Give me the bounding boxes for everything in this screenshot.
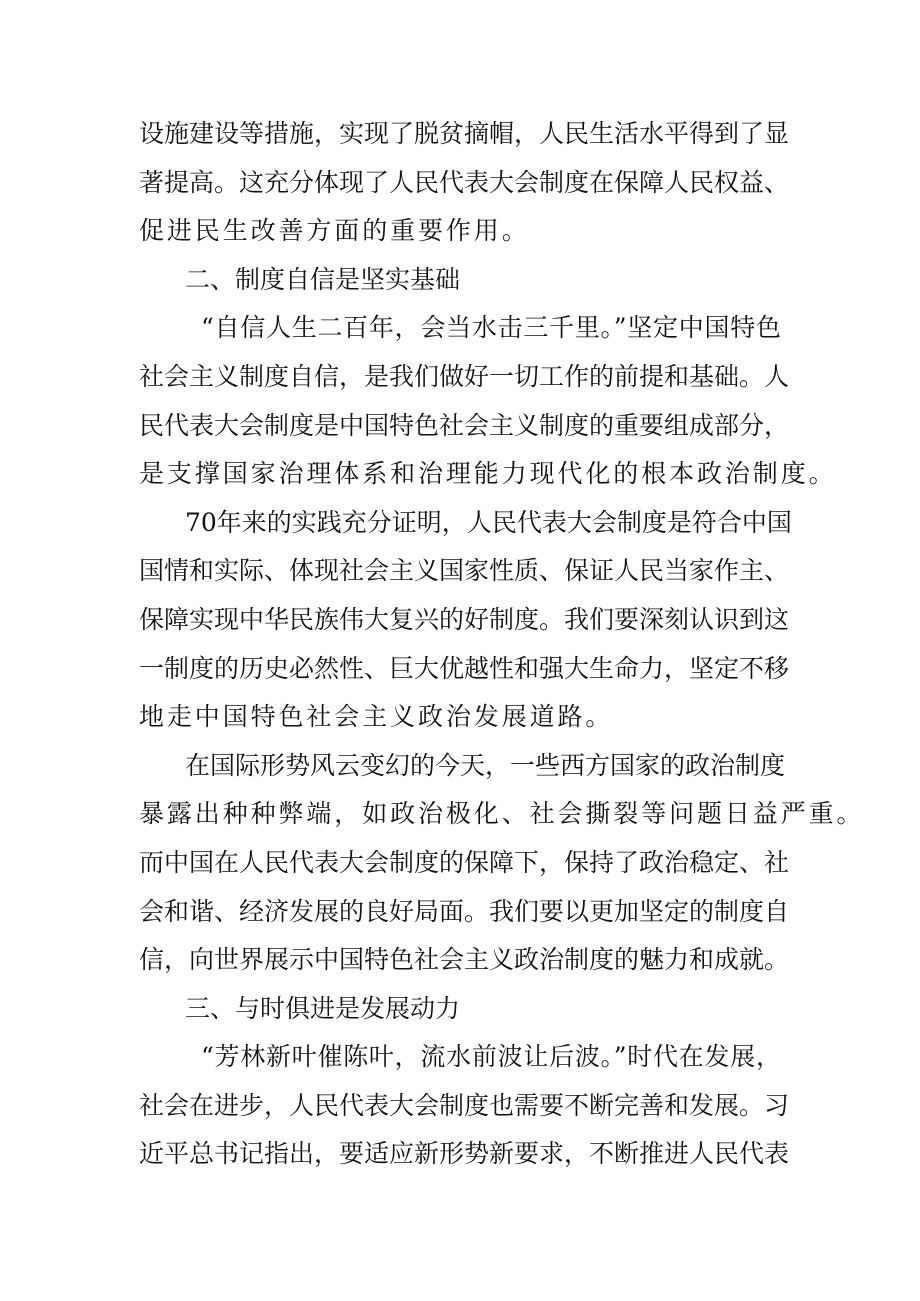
paragraph-line: “自信人生二百年，会当水击三千里。”坚定中国特色 bbox=[201, 313, 781, 343]
paragraph-line: 70年来的实践充分证明，人民代表大会制度是符合中国 bbox=[185, 507, 792, 537]
paragraph-line: 会和谐、经济发展的良好局面。我们要以更加坚定的制度自 bbox=[139, 896, 790, 926]
document-body bbox=[139, 110, 865, 1179]
paragraph-line: 信，向世界展示中国特色社会主义政治制度的魅力和成就。 bbox=[139, 945, 790, 975]
paragraph-line: 国情和实际、体现社会主义国家性质、保证人民当家作主、 bbox=[139, 556, 790, 586]
paragraph-line: 而中国在人民代表大会制度的保障下，保持了政治稳定、社 bbox=[139, 847, 790, 877]
section-heading: 三、与时俱进是发展动力 bbox=[185, 993, 461, 1023]
paragraph-line: 一制度的历史必然性、巨大优越性和强大生命力，坚定不移 bbox=[139, 653, 790, 683]
paragraph-line: 促进民生改善方面的重要作用。 bbox=[139, 216, 530, 246]
paragraph-line: “芳林新叶催陈叶，流水前波让后波。”时代在发展， bbox=[201, 1042, 781, 1072]
paragraph-line: 民代表大会制度是中国特色社会主义制度的重要组成部分， bbox=[139, 410, 790, 440]
paragraph-line: 社会主义制度自信，是我们做好一切工作的前提和基础。人 bbox=[139, 361, 790, 391]
paragraph-line: 保障实现中华民族伟大复兴的好制度。我们要深刻认识到这 bbox=[139, 604, 790, 634]
paragraph-line: 社会在进步，人民代表大会制度也需要不断完善和发展。习 bbox=[139, 1090, 790, 1120]
paragraph-line: 近平总书记指出，要适应新形势新要求，不断推进人民代表 bbox=[139, 1139, 790, 1169]
paragraph-line: 著提高。这充分体现了人民代表大会制度在保障人民权益、 bbox=[139, 167, 790, 197]
paragraph-line: 是支撑国家治理体系和治理能力现代化的根本政治制度。 bbox=[139, 459, 837, 489]
paragraph-line: 设施建设等措施，实现了脱贫摘帽，人民生活水平得到了显 bbox=[139, 119, 790, 148]
paragraph-line: 在国际形势风云变幻的今天，一些西方国家的政治制度 bbox=[185, 750, 786, 780]
paragraph-line: 地走中国特色社会主义政治发展道路。 bbox=[139, 702, 614, 732]
section-heading: 二、制度自信是坚实基础 bbox=[185, 264, 461, 294]
paragraph-line: 暴露出种种弊端，如政治极化、社会撕裂等问题日益严重。 bbox=[139, 799, 865, 829]
